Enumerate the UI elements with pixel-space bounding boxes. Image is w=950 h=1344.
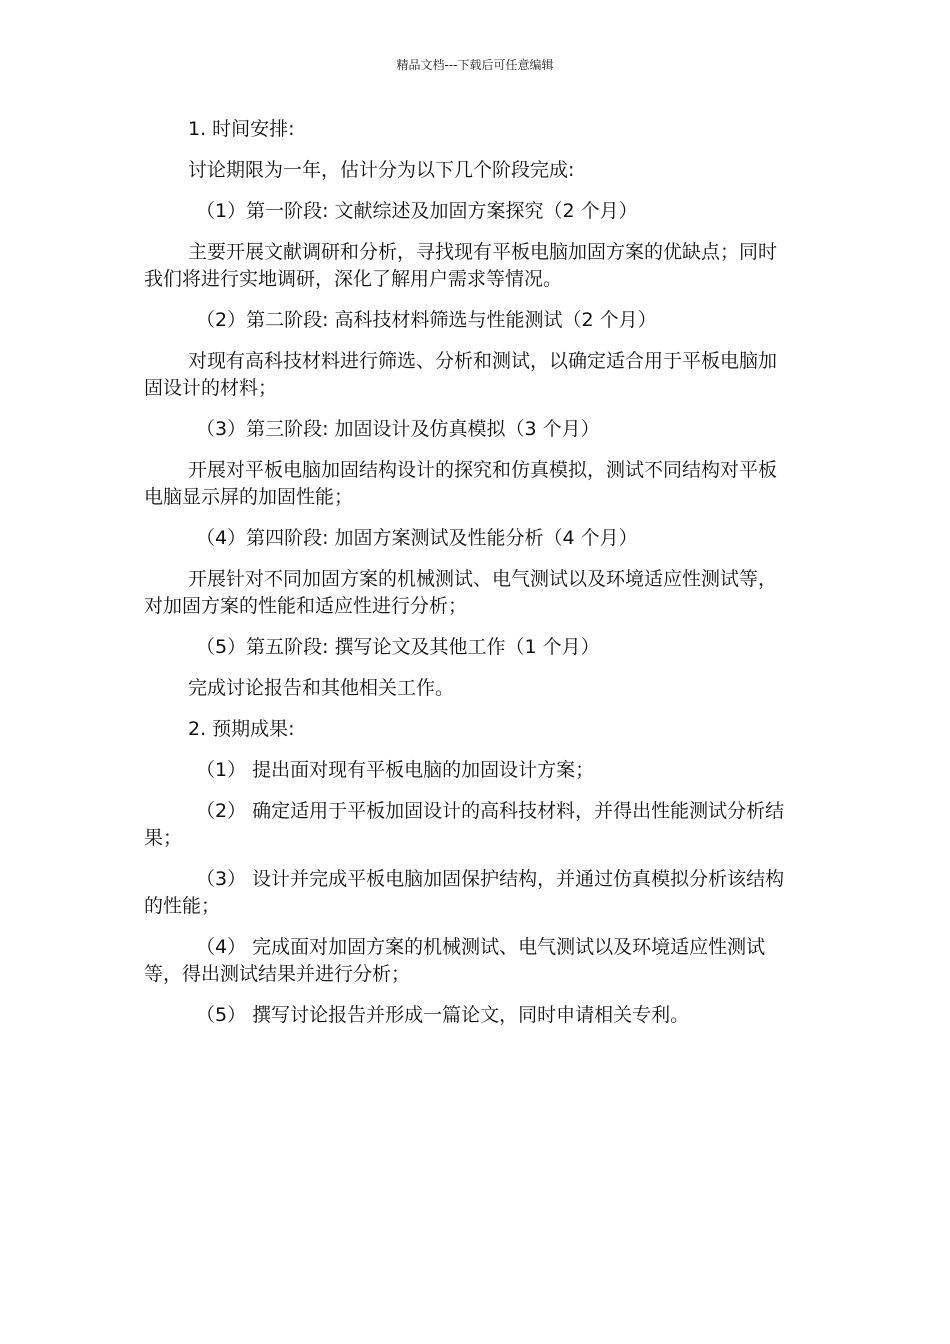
paragraph: 完成讨论报告和其他相关工作。 (188, 677, 455, 699)
section-heading-schedule: 1. 时间安排: (188, 118, 295, 140)
stage-heading: （2）第二阶段: 高科技材料筛选与性能测试（2 个月） (196, 309, 657, 331)
document-body (144, 116, 792, 1043)
paragraph: 开展针对不同加固方案的机械测试、电气测试以及环境适应性测试等，对加固方案的性能和适应性进行分析； (144, 568, 778, 617)
stage-heading: （3）第三阶段: 加固设计及仿真模拟（3 个月） (196, 418, 600, 440)
outcome-item: （2） 确定适用于平板加固设计的高科技材料，并得出性能测试分析结果； (144, 800, 785, 849)
page-header: 精品文档---下载后可任意编辑 (396, 58, 554, 72)
outcome-item: （5） 撰写讨论报告并形成一篇论文，同时申请相关专利。 (196, 1004, 690, 1026)
outcome-item: （3） 设计并完成平板电脑加固保护结构，并通过仿真模拟分析该结构的性能； (144, 868, 785, 917)
paragraph: 讨论期限为一年，估计分为以下几个阶段完成: (188, 159, 575, 181)
outcome-item: （4） 完成面对加固方案的机械测试、电气测试以及环境适应性测试等，得出测试结果并进行分析； (144, 936, 766, 985)
paragraph: 开展对平板电脑加固结构设计的探究和仿真模拟，测试不同结构对平板电脑显示屏的加固性能； (144, 459, 778, 508)
paragraph: 主要开展文献调研和分析，寻找现有平板电脑加固方案的优缺点；同时我们将进行实地调研，深化了解用户需求等情况。 (144, 241, 778, 290)
outcome-item: （1） 提出面对现有平板电脑的加固设计方案； (196, 759, 595, 781)
stage-heading: （4）第四阶段: 加固方案测试及性能分析（4 个月） (196, 527, 638, 549)
paragraph: 对现有高科技材料进行筛选、分析和测试，以确定适合用于平板电脑加固设计的材料； (144, 350, 778, 399)
stage-heading: （5）第五阶段: 撰写论文及其他工作（1 个月） (196, 636, 600, 658)
stage-heading: （1）第一阶段: 文献综述及加固方案探究（2 个月） (196, 200, 638, 222)
section-heading-outcomes: 2. 预期成果: (188, 718, 295, 740)
